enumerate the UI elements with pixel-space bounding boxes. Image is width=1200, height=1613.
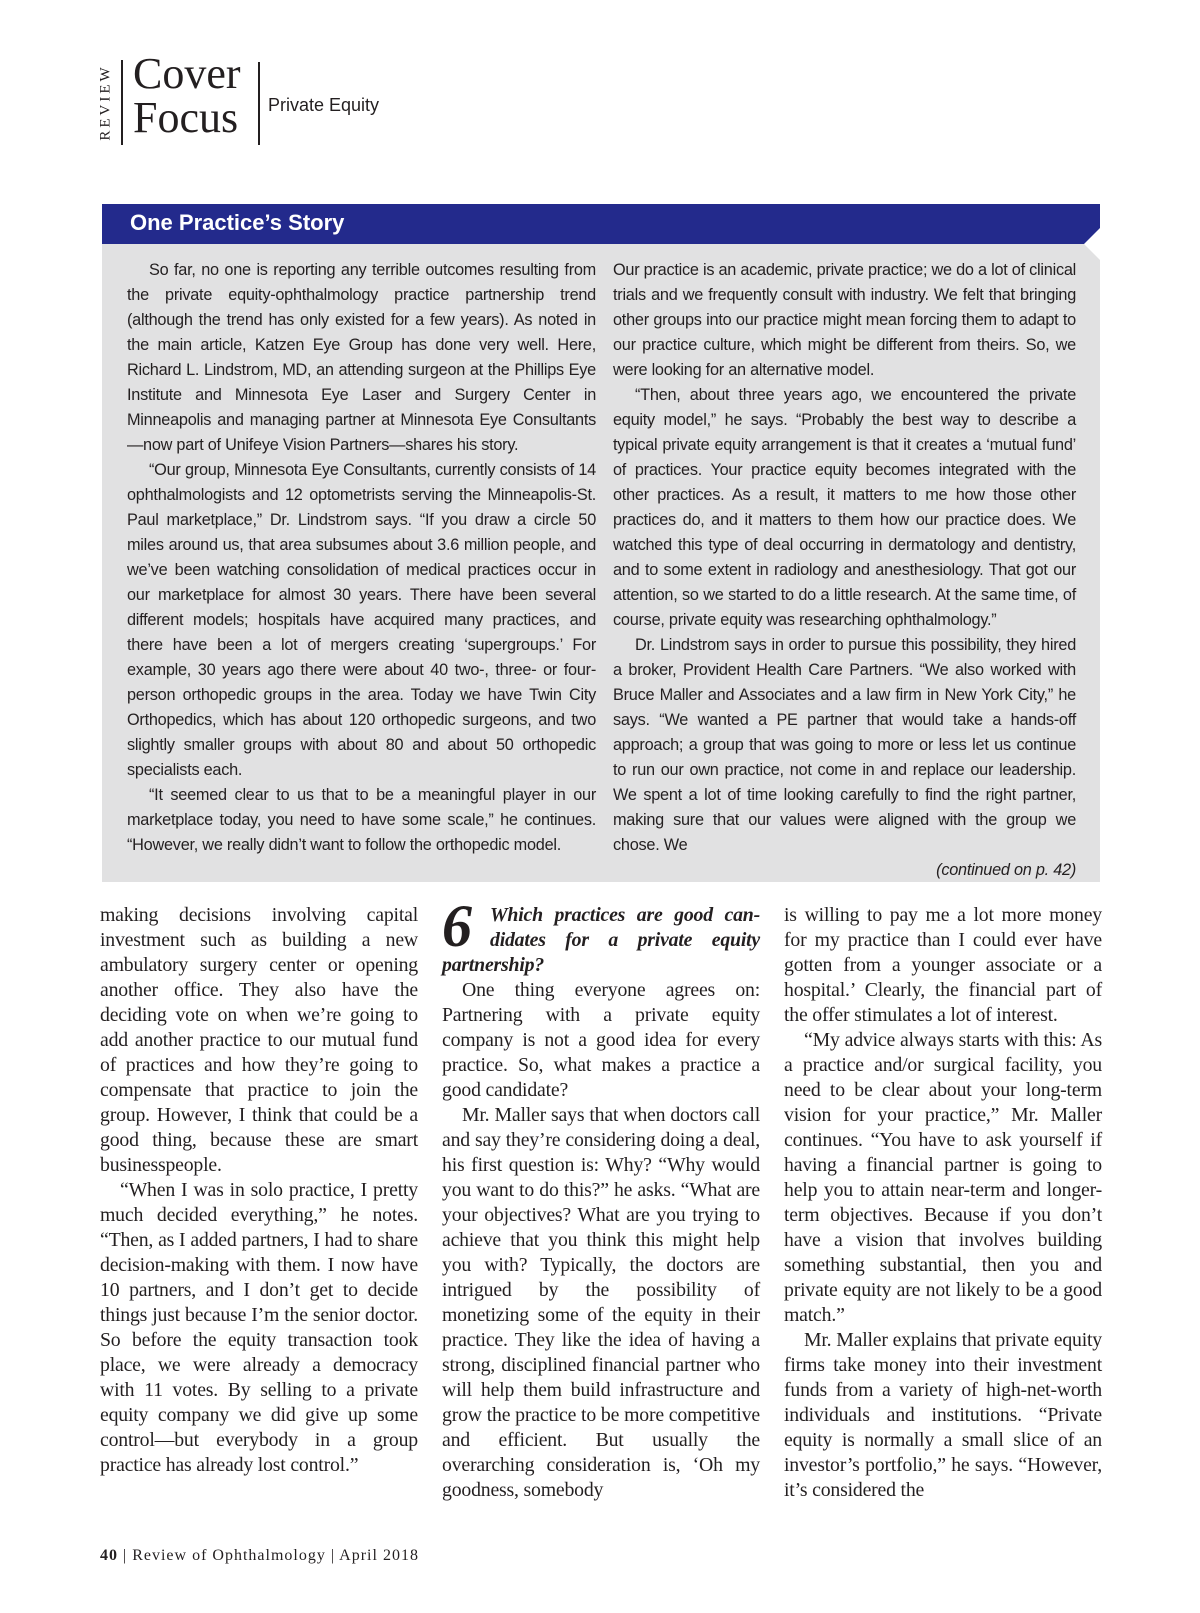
header-divider-left [121, 60, 123, 145]
header-divider-right [258, 62, 260, 145]
sidebar-box [102, 244, 1100, 882]
body-paragraph: “My advice always starts with this: As a practice and/or surgical facility, you need to be clear about your long-term vision for your practice,” Mr. Maller continues. “You have to ask yourself if having a financial partner is going to help you to attain near-term and longer-term objectives. Because if you don’t have a vision that involves building something substantial, then you and private equity are not likely to be a good match.” [784, 1029, 1102, 1326]
section-label-vertical [96, 60, 116, 145]
body-paragraph: “When I was in solo practice, I pretty much decided everything,” he notes. “Then, as I added partners, I had to share decision-making with them. I now have 10 partners, and I don’t get to decide things just because I’m the senior doctor. So before the equity transaction took place, we were already a democracy with 11 votes. By selling to a private equity company we did give up some control—but everybody in a group practice has already lost control.” [100, 1179, 418, 1476]
continued-note: (continued on p. 42) [936, 861, 1076, 879]
sidebar-paragraph: “Then, about three years ago, we encountered the private equity model,” he says. “Probably the best way to describe a typical private equity arrangement is that it creates a ‘mutual fund’ of practices. Your practice equity becomes integrated with the other practices. As a result, it matters to me how those other practices do, and it matters to them how our practice does. We watched this type of deal occurring in dermatology and dentistry, and to some extent in radiology and anesthesiology. That got our attention, so we started to do a little research. At the same time, of course, private equity was researching ophthalmology.” [613, 386, 1076, 629]
body-paragraph: One thing everyone agrees on: Partnering with a private equity company is not a good idea for every practice. So, what makes a practice a good candidate? [442, 979, 760, 1101]
sidebar-column-right [613, 258, 1076, 883]
body-column-3 [784, 903, 1102, 1503]
sidebar-paragraph: Dr. Lindstrom says in order to pursue this possibility, they hired a broker, Provident Health Care Partners. “We also worked with Bruce Maller and Associates and a law firm in New York City,” he says. “We wanted a PE partner that would take a hands-off approach; a group that was going to more or less let us continue to run our own practice, not come in and replace our leadership. We spent a lot of time looking carefully to find the right partner, making sure that our values were aligned with the group we chose. We [613, 636, 1076, 854]
section-label-text: REVIEW [97, 64, 114, 141]
body-column-1 [100, 903, 418, 1478]
body-paragraph: making decisions involving capital investment such as building a new ambulatory surgery center or opening another office. They also have the deciding vote on when we’re going to add another practice to our mutual fund of practices and how they’re going to compensate that practice to join the group. However, I think that could be a good thing, because these are smart businesspeople. [100, 904, 418, 1176]
sidebar-banner [102, 204, 1100, 244]
question-line: partnership? [442, 954, 545, 976]
body-paragraph: Mr. Maller explains that private equity firms take money into their investment funds from a variety of high-net-worth individuals and institutions. “Private equity is normally a small slice of an investor’s portfolio,” he says. “However, it’s considered the [784, 1329, 1102, 1501]
sidebar-paragraph: So far, no one is reporting any terrible outcomes resulting from the private equity-ophthalmology practice partnership trend (although the trend has only existed for a few years). As noted in the main article, Katzen Eye Group has done very well. Here, Richard L. Lindstrom, MD, an attending surgeon at the Phillips Eye Institute and Minnesota Eye Laser and Surgery Center in Minneapolis and managing partner at Minnesota Eye Consultants—now part of Unifeye Vision Partners—shares his story. [127, 261, 596, 454]
sidebar-column-left [127, 258, 596, 858]
question-text [442, 903, 760, 978]
body-paragraph: Mr. Maller says that when doctors call and say they’re considering doing a deal, his first question is: Why? “Why would you want to do this?” he asks. “What are your objectives? What are you trying to achieve that you think this might help you with? Typically, the doctors are intrigued by the possibility of monetizing some of the equity in their practice. They like the idea of having a strong, disciplined financial partner who will help them build infrastructure and grow the practice to be more competitive and efficient. But usually the overarching consideration is, ‘Oh my goodness, somebody [442, 1104, 760, 1501]
sidebar-paragraph: “Our group, Minnesota Eye Consultants, currently consists of 14 ophthalmologists and 12 optometrists serving the Minneapolis-St. Paul marketplace,” Dr. Lindstrom says. “If you draw a circle 50 miles around us, that area subsumes about 3.6 million people, and we’ve been watching consolidation of medical practices occur in our marketplace for almost 30 years. There have been several different models; hospitals have acquired many practices, and there have been a lot of mergers creating ‘supergroups.’ For example, 30 years ago there were about 40 two-, three- or four-person orthopedic groups in the area. Today we have Twin City Orthopedics, which has about 120 orthopedic surgeons, and two slightly smaller groups with about 80 and about 50 orthopedic specialists each. [127, 461, 596, 779]
body-column-2 [442, 893, 760, 1503]
page-footer [100, 1547, 419, 1565]
sidebar-paragraph: “It seemed clear to us that to be a meaningful player in our marketplace today, you need to have some scale,” he continues. “However, we really didn’t want to follow the orthopedic model. [127, 786, 596, 854]
question-line: didates for a private equity [490, 929, 760, 951]
section-title-line1: Cover [133, 49, 241, 98]
publication-name: Review of Ophthalmology [132, 1547, 326, 1564]
footer-separator: | [123, 1547, 128, 1564]
sidebar-title: One Practice’s Story [130, 210, 345, 235]
page-number: 40 [100, 1547, 118, 1564]
issue-date: April 2018 [339, 1547, 419, 1564]
section-title-line2: Focus [133, 93, 239, 142]
question-line: Which practices are good can- [490, 904, 760, 926]
footer-separator: | [330, 1547, 336, 1564]
question-heading [442, 893, 760, 978]
section-title [133, 49, 241, 142]
sidebar-paragraph: Our practice is an academic, private practice; we do a lot of clinical trials and we frequently consult with industry. We felt that bringing other groups into our practice might mean forcing them to adapt to our practice culture, which might be different from theirs. So, we were looking for an alternative model. [613, 261, 1077, 379]
body-paragraph: is willing to pay me a lot more money for my practice than I could ever have gotten from a younger associate or a hospital.’ Clearly, the financial part of the offer stimulates a lot of interest. [784, 904, 1102, 1026]
section-topic: Private Equity [268, 95, 380, 115]
question-number: 6 [442, 893, 472, 959]
